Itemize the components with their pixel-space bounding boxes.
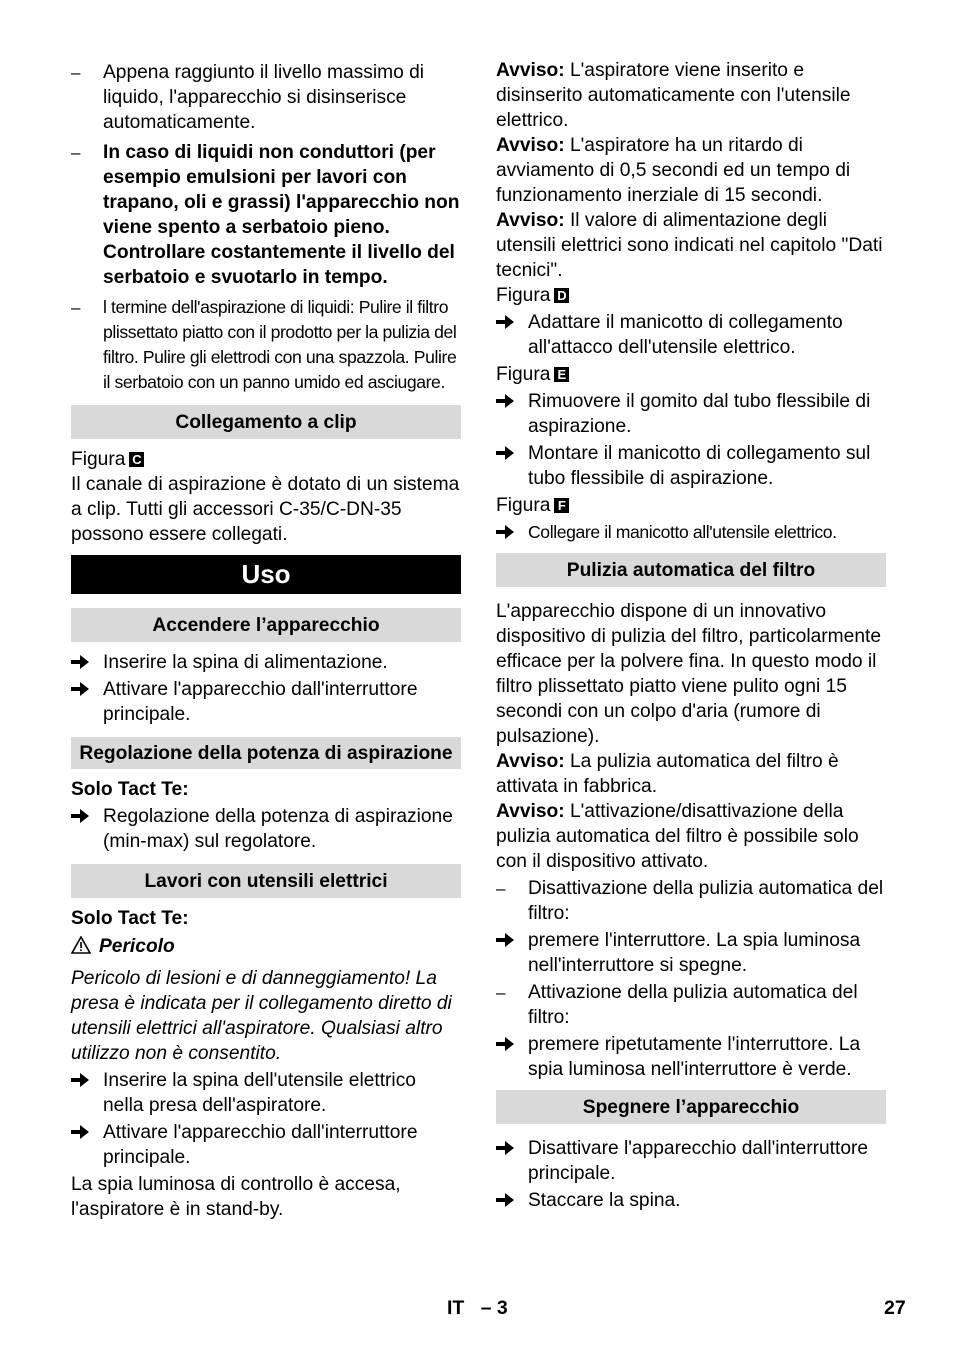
- section-heading-collegamento: Collegamento a clip: [71, 405, 461, 439]
- arrow-icon: [71, 650, 95, 669]
- section-heading-spegnere: Spegnere l’apparecchio: [496, 1090, 886, 1124]
- section-heading-regolazione: Regolazione della potenza di aspirazione: [71, 737, 461, 769]
- avviso-text: L'aspiratore ha un ritardo di avviamento di 0,5 secondi ed un tempo di funzionamento inerziale di 15 secondi.: [496, 135, 851, 206]
- footer-page-number: 27: [884, 1297, 906, 1319]
- footer-language-page: IT – 3: [447, 1297, 508, 1319]
- dash-item-text: In caso di liquidi non conduttori (per esempio emulsioni per lavori con trapano, oli e grassi) l'apparecchio non viene spento a serbatoio pieno. Controllare costantemente il livello del serbatoio e svuotarlo in tempo.: [103, 142, 460, 288]
- arrow-icon: [496, 310, 520, 329]
- list-item: [496, 441, 886, 491]
- avviso-text: L'aspiratore viene inserito e disinserito automaticamente con l'utensile elettrico.: [496, 60, 851, 131]
- figure-label: Figura: [496, 495, 551, 516]
- list-item: [496, 1032, 886, 1082]
- list-item-text: Adattare il manicotto di collegamento all'attacco dell'utensile elettrico.: [528, 312, 843, 358]
- pulizia-paragraph: L'apparecchio dispone di un innovativo dispositivo di pulizia del filtro, particolarmente efficace per la polvere fina. In questo modo il filtro plissettato piatto viene pulito ogni 15 secondi con un colpo d'aria (rumore di pulsazione).: [496, 601, 881, 747]
- arrow-icon: [496, 520, 520, 539]
- left-column: [71, 58, 461, 1222]
- avviso-label: Avviso:: [496, 751, 565, 772]
- warning-title: Pericolo: [99, 936, 175, 957]
- lavori-footer-text: La spia luminosa di controllo è accesa, l'aspiratore è in stand-by.: [71, 1174, 401, 1220]
- avviso-text: Il valore di alimentazione degli utensili elettrici sono indicati nel capitolo "Dati tecnici".: [496, 210, 883, 281]
- section-heading-accendere: Accendere l’apparecchio: [71, 608, 461, 642]
- list-item: [496, 1188, 886, 1213]
- subheading: Solo Tact Te:: [71, 908, 189, 929]
- avviso-label: Avviso:: [496, 801, 565, 822]
- dash-item-text: Disattivazione della pulizia automatica del filtro:: [528, 878, 884, 924]
- avviso-label: Avviso:: [496, 135, 565, 156]
- list-item-text: Montare il manicotto di collegamento sul tubo flessibile di aspirazione.: [528, 443, 871, 489]
- dash-marker: –: [71, 298, 81, 317]
- arrow-icon: [496, 1188, 520, 1207]
- figure-reference: [71, 447, 461, 472]
- arrow-icon: [496, 1032, 520, 1051]
- dash-item: [496, 876, 886, 926]
- figure-reference: [496, 362, 886, 387]
- list-item: [496, 1136, 886, 1186]
- list-item: [496, 928, 886, 978]
- list-item: [71, 1068, 461, 1118]
- list-item: [71, 1120, 461, 1170]
- list-item-text: Inserire la spina di alimentazione.: [103, 652, 388, 673]
- dash-item: [71, 295, 461, 395]
- section-heading-pulizia: Pulizia automatica del filtro: [496, 553, 886, 587]
- arrow-icon: [496, 389, 520, 408]
- list-item-text: Attivare l'apparecchio dall'interruttore principale.: [103, 1122, 418, 1168]
- warning-text: Pericolo di lesioni e di danneggiamento! La presa è indicata per il collegamento diretto di utensili elettrici all'aspiratore. Qualsiasi altro utilizzo non è consentito.: [71, 968, 452, 1064]
- avviso-paragraph: [496, 749, 886, 799]
- list-item-text: Attivare l'apparecchio dall'interruttore principale.: [103, 679, 418, 725]
- avviso-text: La pulizia automatica del filtro è attivata in fabbrica.: [496, 751, 839, 797]
- figure-label: Figura: [496, 364, 551, 385]
- dash-item: [71, 60, 461, 135]
- figure-badge-c: C: [129, 452, 144, 467]
- avviso-label: Avviso:: [496, 60, 565, 81]
- dash-item-text: l termine dell'aspirazione di liquidi: Pulire il filtro plissettato piatto con il prodotto per la pulizia del filtro. Pulire gli elettrodi con una spazzola. Pulire il serbatoio con un panno umido ed asciugare.: [103, 297, 457, 392]
- avviso-text: L'attivazione/disattivazione della pulizia automatica del filtro è possibile solo con il dispositivo attivato.: [496, 801, 859, 872]
- list-item: [71, 804, 461, 854]
- avviso-paragraph: [496, 208, 886, 283]
- list-item: [496, 520, 886, 545]
- dash-marker: –: [496, 879, 506, 898]
- figure-label: Figura: [71, 449, 126, 470]
- chapter-heading-uso: Uso: [71, 555, 461, 594]
- list-item-text: Disattivare l'apparecchio dall'interruttore principale.: [528, 1138, 869, 1184]
- list-item-text: Collegare il manicotto all'utensile elettrico.: [528, 522, 837, 542]
- dash-item: [71, 140, 461, 290]
- figure-badge-f: F: [554, 498, 569, 513]
- figure-reference: [496, 493, 886, 518]
- dash-marker: –: [496, 983, 506, 1002]
- arrow-icon: [71, 1120, 95, 1139]
- list-item-text: premere ripetutamente l'interruttore. La spia luminosa nell'interruttore è verde.: [528, 1034, 861, 1080]
- list-item: [71, 677, 461, 727]
- right-column: [496, 58, 886, 1213]
- avviso-paragraph: [496, 133, 886, 208]
- figure-badge-d: D: [554, 288, 569, 303]
- avviso-label: Avviso:: [496, 210, 565, 231]
- figure-label: Figura: [496, 285, 551, 306]
- avviso-paragraph: [496, 799, 886, 874]
- clip-paragraph: Il canale di aspirazione è dotato di un sistema a clip. Tutti gli accessori C-35/C-DN-35 possono essere collegati.: [71, 474, 460, 545]
- avviso-paragraph: [496, 58, 886, 133]
- arrow-icon: [71, 804, 95, 823]
- dash-item-text: Attivazione della pulizia automatica del filtro:: [528, 982, 858, 1028]
- arrow-icon: [71, 1068, 95, 1087]
- dash-marker: –: [71, 63, 81, 82]
- list-item-text: Inserire la spina dell'utensile elettrico nella presa dell'aspiratore.: [103, 1070, 416, 1116]
- arrow-icon: [71, 677, 95, 696]
- figure-badge-e: E: [554, 367, 569, 382]
- arrow-icon: [496, 1136, 520, 1155]
- dash-marker: –: [71, 143, 81, 162]
- list-item-text: Staccare la spina.: [528, 1190, 681, 1211]
- list-item-text: premere l'interruttore. La spia luminosa nell'interruttore si spegne.: [528, 930, 861, 976]
- warning-row: [71, 934, 461, 961]
- dash-item: [496, 980, 886, 1030]
- list-item-text: Rimuovere il gomito dal tubo flessibile di aspirazione.: [528, 391, 871, 437]
- list-item: [496, 310, 886, 360]
- arrow-icon: [496, 441, 520, 460]
- warning-icon: [71, 936, 91, 961]
- subheading: Solo Tact Te:: [71, 779, 189, 800]
- list-item: [496, 389, 886, 439]
- section-heading-lavori: Lavori con utensili elettrici: [71, 864, 461, 898]
- arrow-icon: [496, 928, 520, 947]
- list-item-text: Regolazione della potenza di aspirazione (min-max) sul regolatore.: [103, 806, 453, 852]
- list-item: [71, 650, 461, 675]
- dash-item-text: Appena raggiunto il livello massimo di liquido, l'apparecchio si disinserisce automaticamente.: [103, 62, 425, 133]
- figure-reference: [496, 283, 886, 308]
